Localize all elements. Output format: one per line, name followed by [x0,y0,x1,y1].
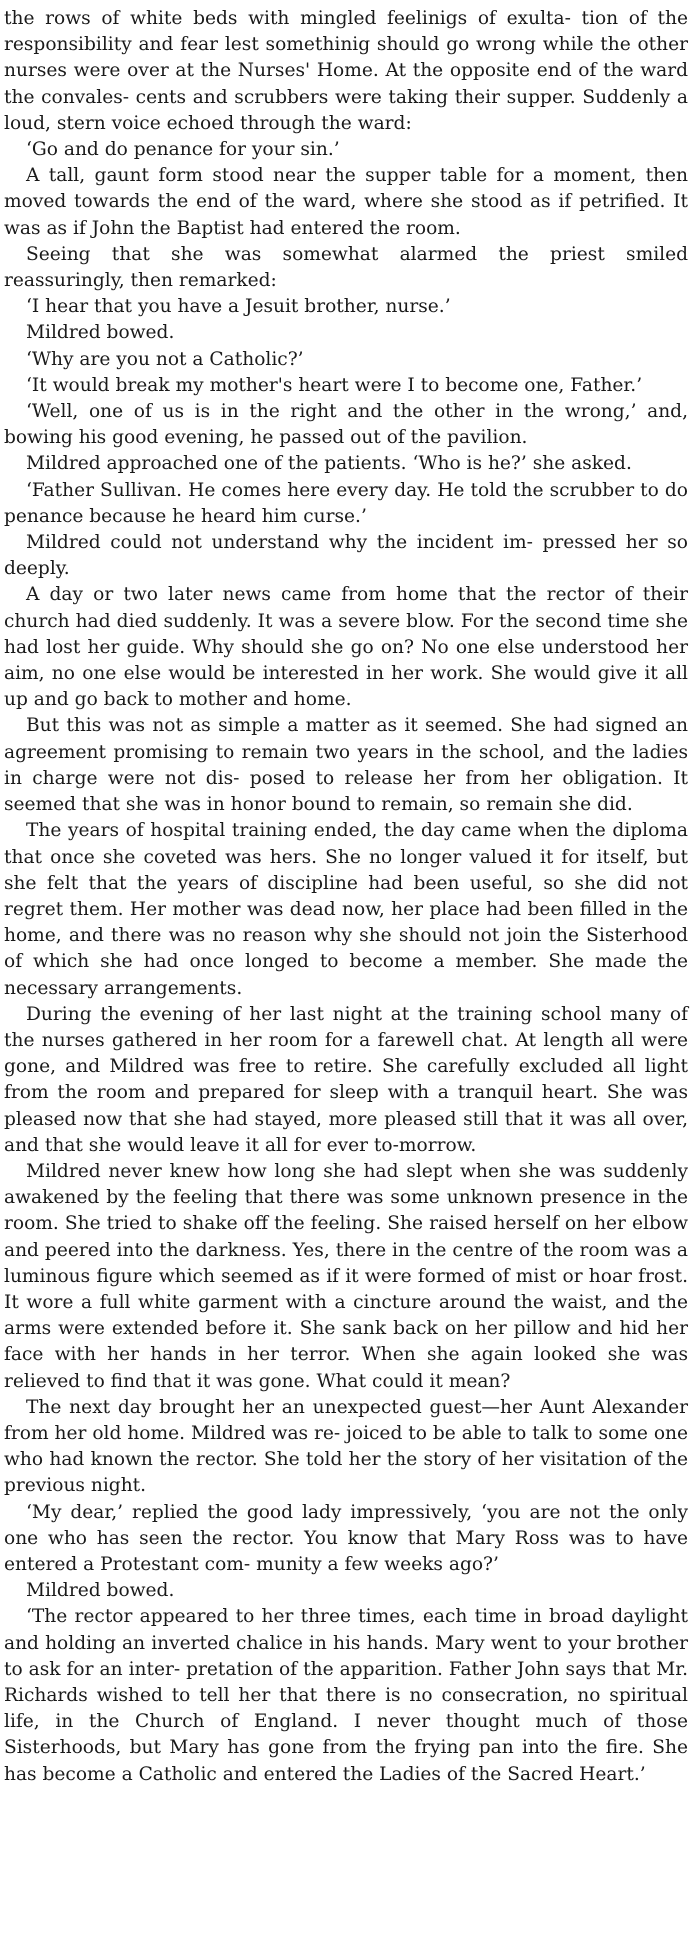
paragraph-jesuit-brother: ‘I hear that you have a Jesuit brother, nurse.’ [26,296,451,318]
paragraph-my-dear: ‘My dear,’ replied the good lady impressively, ‘you are not the only one who has seen the rector. You know that Mary Ross was to have entered a Protestant com- munity a few weeks ago?’ [4,1501,688,1575]
paragraph-mildred-bowed-1: Mildred bowed. [26,322,175,344]
paragraph-priest-smiled: Seeing that she was somewhat alarmed the priest smiled reassuringly, then remarked: [4,243,688,292]
paragraph-luminous-figure: Mildred never knew how long she had slept when she was suddenly awakened by the feeling that there was some unknown presence in the room. She tried to shake off the feeling. She raised herself on her elbow and peered into the darkness. Yes, there in the centre of the room was a luminous figure which seemed as if it were formed of mist or hoar frost. It wore a full white garment with a cincture around the waist, and the arms were extended before it. She sank back on her pillow and hid her face with her hands in her terror. When she again looked she was relieved to find that it was gone. What could it mean? [4,1160,688,1392]
paragraph-opening: the rows of white beds with mingled feelinigs of exulta- tion of the responsibility and fear lest somethinig should go wrong while the other nurses were over at the Nurses' Home. At the opposite end of the ward the convales- cents and scrubbers were taking their supper. Suddenly a loud, stern voice echoed through the ward: [4,8,688,134]
paragraph-penance-command: ‘Go and do penance for your sin.’ [26,139,340,161]
paragraph-training-ended: The years of hospital training ended, the day came when the diploma that once she coveted was hers. She no longer valued it for itself, but she felt that the years of discipline had been useful, so she did not regret them. Her mother was dead now, her place had been filled in the home, and there was no reason why she should not join the Sisterhood of which she had once longed to become a member. She made the necessary arrangements. [4,820,688,999]
paragraph-rector-died: A day or two later news came from home that the rector of their church had died suddenly. It was a severe blow. For the second time she had lost her guide. Why should she go on? No one else understood her aim, no one else would be interested in her work. She would give it all up and go back to mother and home. [4,584,688,711]
paragraph-aunt-alexander: The next day brought her an unexpected guest—her Aunt Alexander from her old home. Mildred was re- joiced to be able to talk to some one who had known the rector. She told her the story of her visitation of the previous night. [4,1396,688,1497]
paragraph-father-sullivan: ‘Father Sullivan. He comes here every day. He told the scrubber to do penance because he heard him curse.’ [4,479,688,527]
paragraph-who-is-he: Mildred approached one of the patients. ‘Who is he?’ she asked. [26,453,632,475]
paragraph-agreement: But this was not as simple a matter as it seemed. She had signed an agreement promising to remain two years in the school, and the ladies in charge were not dis- posed to release her from her obligation. It seemed that she was in honor bound to remain, so remain she did. [4,715,688,816]
paragraph-last-night: During the evening of her last night at the training school many of the nurses gathered in her room for a farewell chat. At length all were gone, and Mildred was free to retire. She carefully excluded all light from the room and prepared for sleep with a tranquil heart. She was pleased now that she had stayed, more pleased still that it was all over, and that she would leave it all for ever to-morrow. [4,1003,688,1156]
paragraph-inverted-chalice: ‘The rector appeared to her three times, each time in broad daylight and holding an inverted chalice in his hands. Mary went to your brother to ask for an inter- pretation of the apparition. Father John says that Mr. Richards wished to tell her that there is no consecration, no spiritual life, in the Church of England. I never thought much of those Sisterhoods, but Mary has gone from the frying pan into the fire. She has become a Catholic and entered the Ladies of the Sacred Heart.’ [4,1606,688,1785]
paragraph-right-and-wrong: ‘Well, one of us is in the right and the other in the wrong,’ and, bowing his good evening, he passed out of the pavilion. [4,401,688,449]
paragraph-why-not-catholic: ‘Why are you not a Catholic?’ [26,348,304,370]
paragraph-gaunt-form: A tall, gaunt form stood near the supper table for a moment, then moved towards the end of the ward, where she stood as if petrified. It was as if John the Baptist had entered the room. [4,165,688,239]
paragraph-incident-impressed: Mildred could not understand why the incident im- pressed her so deeply. [4,532,688,580]
paragraph-mildred-bowed-2: Mildred bowed. [26,1580,175,1602]
paragraph-mothers-heart: ‘It would break my mother's heart were I to become one, Father.’ [26,374,643,396]
